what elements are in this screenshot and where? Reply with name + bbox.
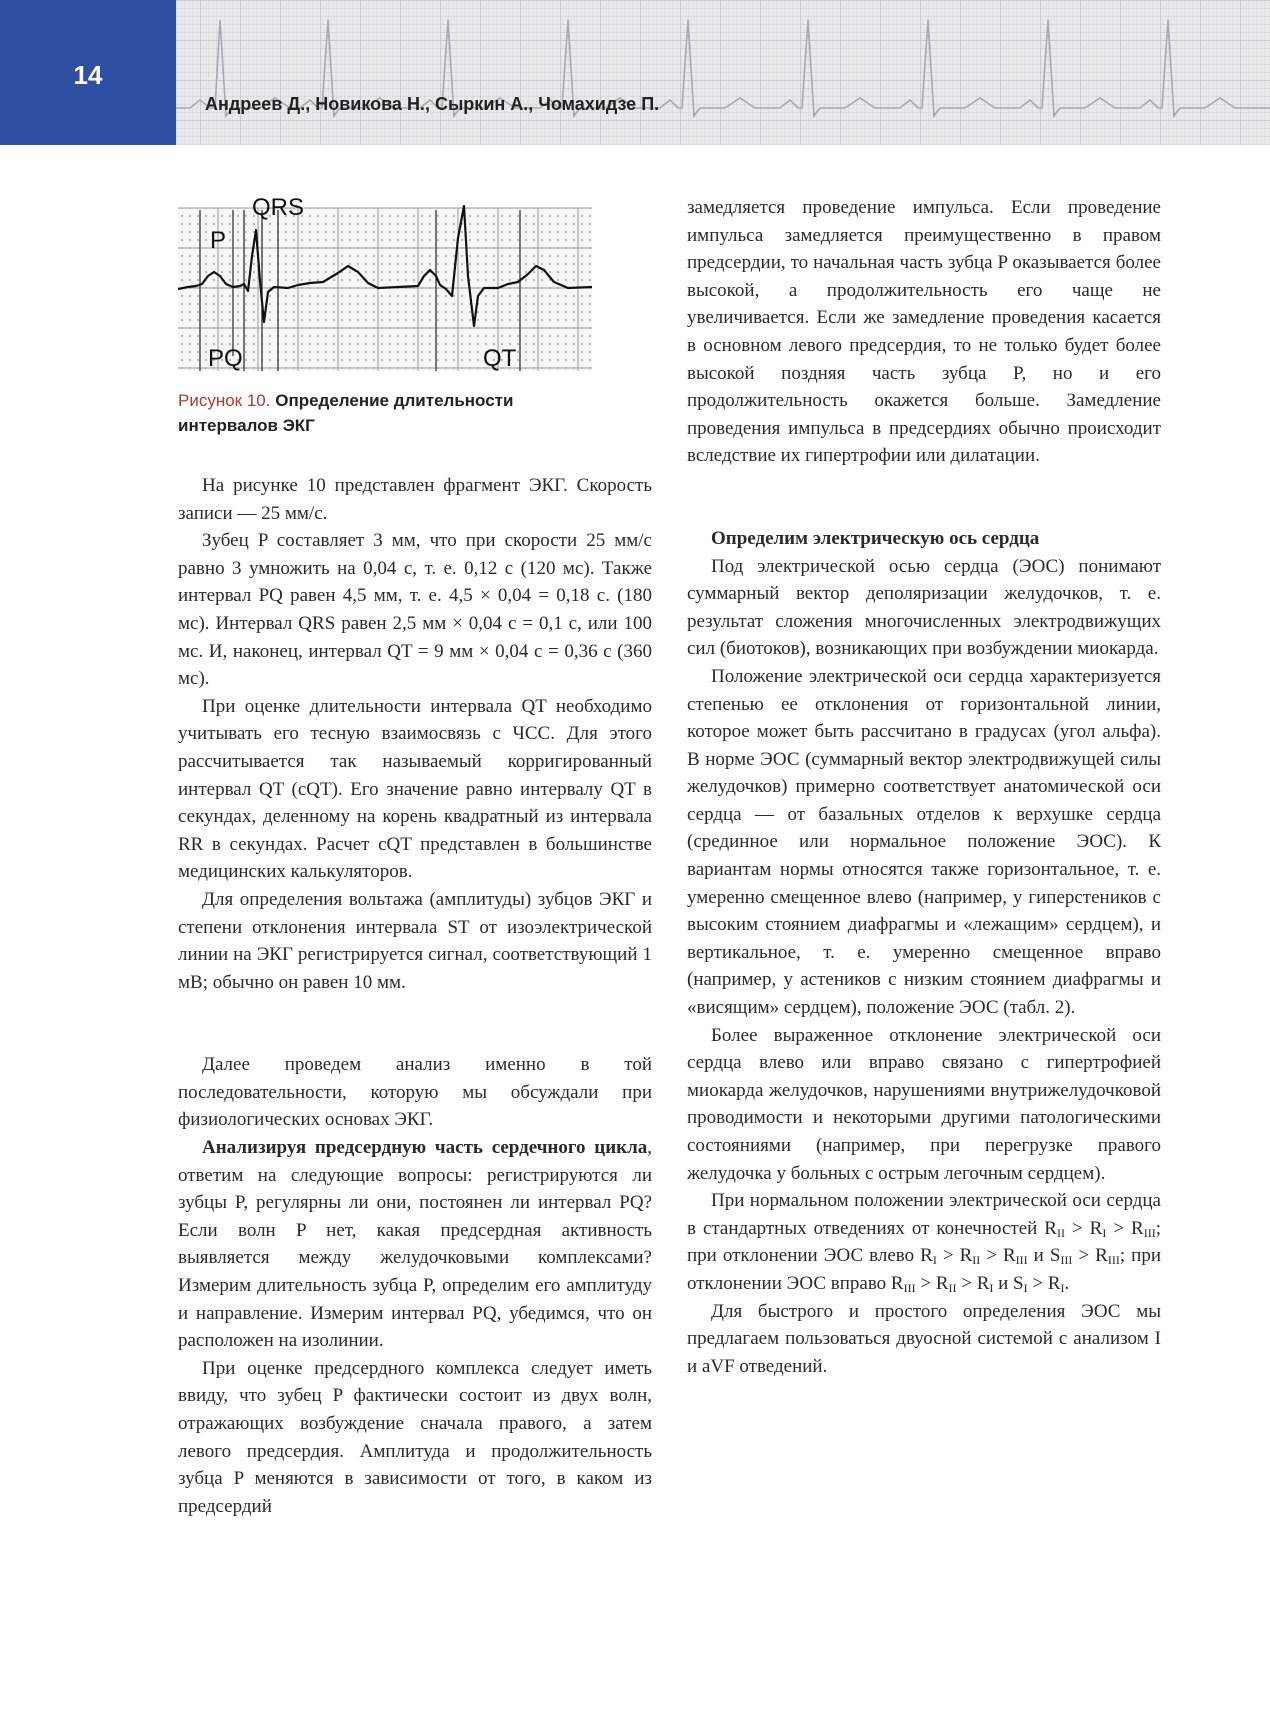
ecg-strip	[178, 196, 592, 371]
paragraph: При оценке предсердного комплекса следует иметь ввиду, что зубец P фактически состоит из двух волн, отражающих возбуждение сначала правого, а затем левого предсердия. Амплитуда и продолжительность зубца P меняются в зависимости от того, в каком из предсердий	[178, 1357, 652, 1517]
paragraph: Для определения вольтажа (амплитуды) зубцов ЭКГ и степени отклонения интервала ST от изоэлектрической линии на ЭКГ регистрируется сигнал, соответствующий 1 мВ; обычно он равен 10 мм.	[178, 888, 652, 993]
paragraph-axis-rules: При нормальном положении электрической оси сердца в стандартных отведениях от конечностей $R_{II} > R_I > R_{III}$; при отклонении ЭОС влево $R_I > R_{II} > R_{III}$ и $S_{III} > R_{III}$; при отклонении ЭОС вправо $R_{III} > R_{II} > R_I$ и $S_I > R_I$.	[687, 1190, 1162, 1295]
ecg-figure	[178, 196, 592, 371]
bold-lead: Анализируя предсердную часть сердечного цикла	[202, 1137, 648, 1159]
paragraph: Более выраженное отклонение электрической оси сердца влево или вправо связано с гипертрофией миокарда желудочков, нарушениями внутрижелудочковой проводимости и некоторыми другими патологическими состояниями (например, при перегрузке правого желудочка у больных с острым легочным сердцем).	[687, 1024, 1161, 1184]
paragraph: Под электрической осью сердца (ЭОС) понимают суммарный вектор деполяризации желудочков, т. е. результат сложения многочисленных электродвижущих сил (биотоков), возникающих при возбуждении миокарда.	[687, 555, 1161, 660]
figure-caption	[178, 388, 598, 438]
page-header	[0, 0, 1270, 145]
section-heading: Определим электрическую ось сердца	[711, 527, 1040, 549]
page-number: 14	[0, 0, 176, 145]
label-qrs: QRS	[252, 196, 305, 221]
label-p: P	[210, 227, 227, 254]
figure-caption-label: Рисунок 10.	[178, 391, 271, 410]
running-header-authors: Андреев Д., Новикова Н., Сыркин А., Чомахидзе П.	[205, 94, 660, 114]
left-column	[178, 472, 652, 1520]
paragraph: На рисунке 10 представлен фрагмент ЭКГ. Скорость записи — 25 мм/с.	[178, 475, 652, 524]
figure-caption-title: Определение длительности интервалов ЭКГ	[178, 391, 514, 435]
paragraph: При оценке длительности интервала QT необходимо учитывать его тесную взаимосвязь с ЧСС. Для этого рассчитывается так называемый корригированный интервал QT (cQT). Его значение равно интервалу QT в секундах, деленному на корень квадратный из интервала RR в секундах. Расчет cQT представлен в большинстве медицинских калькуляторов.	[178, 695, 652, 883]
paragraph: Анализируя предсердную часть сердечного цикла, ответим на следующие вопросы: регистрируются ли зубцы P, регулярны ли они, постоянен ли интервал PQ? Если волн P нет, какая предсердная активность выявляется между желудочковыми комплексами? Измерим длительность зубца P, определим его амплитуду и направление. Измерим интервал PQ, убедимся, что он расположен на изолинии.	[178, 1137, 652, 1352]
label-qt: QT	[483, 345, 517, 371]
label-pq: PQ	[208, 345, 243, 371]
paragraph: Для быстрого и простого определения ЭОС мы предлагаем пользоваться двуосной системой с анализом I и aVF отведений.	[687, 1300, 1161, 1377]
paragraph: Далее проведем анализ именно в той последовательности, которую мы обсуждали при физиологических основах ЭКГ.	[178, 1054, 652, 1131]
ecg-grid-background	[0, 0, 1270, 145]
right-column	[687, 194, 1161, 1380]
paragraph: замедляется проведение импульса. Если проведение импульса замедляется преимущественно в правом предсердии, то начальная часть зубца P оказывается более высокой, а продолжительность его чаще не увеличивается. Если же замедление проведения касается в основном левого предсердия, то не только будет более высокой поздняя часть зубца P, но и его продолжительность окажется больше. Замедление проведения импульса в предсердиях обычно происходит вследствие их гипертрофии или дилатации.	[687, 197, 1161, 467]
paragraph: Зубец P составляет 3 мм, что при скорости 25 мм/с равно 3 умножить на 0,04 с, т. е. 0,12 с (120 мс). Также интервал PQ равен 4,5 мм, т. е. 4,5 × 0,04 = 0,18 с. (180 мс). Интервал QRS равен 2,5 мм × 0,04 с = 0,1 с, или 100 мс. И, наконец, интервал QT = 9 мм × 0,04 с = 0,36 с (360 мс).	[178, 530, 652, 690]
paragraph: Положение электрической оси сердца характеризуется степенью ее отклонения от горизонтальной линии, которое может быть рассчитано в градусах (угол альфа). В норме ЭОС (суммарный вектор электродвижущей силы желудочков) примерно соответствует анатомической оси сердца — от базальных отделов к верхушке сердца (срединное или нормальное положение ЭОС). К вариантам нормы относятся также горизонтальное, т. е. умеренно смещенное влево (например, у гиперстеников с высоким стоянием диафрагмы и «лежащим» сердцем), и вертикальное, т. е. умеренно смещенное вправо (например, у астеников с низким стоянием диафрагмы и «висящим» сердцем), положение ЭОС (табл. 2).	[687, 665, 1161, 1019]
